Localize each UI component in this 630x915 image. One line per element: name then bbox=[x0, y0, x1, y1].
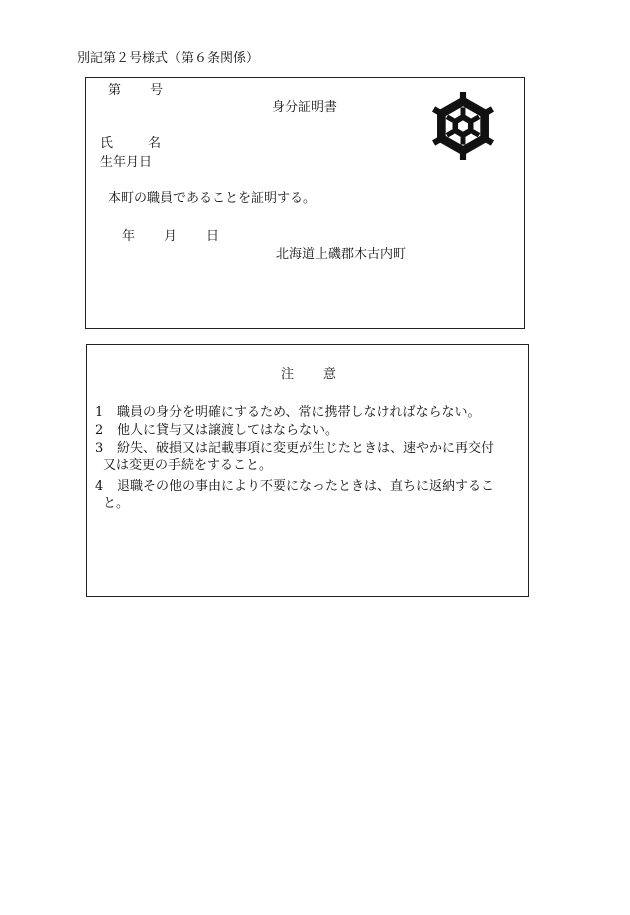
notice-item bbox=[95, 404, 525, 421]
municipal-emblem-icon bbox=[432, 92, 494, 160]
notice-item-continuation: 又は変更の手続をすること。 bbox=[103, 458, 273, 473]
name-label-second: 名 bbox=[148, 136, 162, 151]
certificate-title: 身分証明書 bbox=[272, 100, 338, 115]
notice-item-text: 退職その他の事由により不要になったときは、直ちに返納するこ bbox=[117, 479, 495, 494]
number-dai-label: 第 bbox=[108, 83, 122, 98]
notice-item-continuation: と。 bbox=[103, 496, 130, 511]
notice-item-number: 4 bbox=[95, 479, 104, 494]
date-year-label: 年 bbox=[122, 229, 136, 244]
notice-item-text: 他人に貸与又は譲渡してはならない。 bbox=[117, 423, 339, 438]
id-certificate-card bbox=[85, 77, 525, 329]
number-go-label: 号 bbox=[150, 83, 164, 98]
notice-item bbox=[95, 478, 525, 512]
issuer-name: 北海道上磯郡木古内町 bbox=[276, 247, 407, 262]
notice-item bbox=[95, 422, 525, 439]
notice-title-first: 注 bbox=[281, 367, 295, 382]
notice-item-number: 2 bbox=[95, 423, 104, 438]
notice-box bbox=[86, 344, 529, 597]
date-day-label: 日 bbox=[206, 229, 220, 244]
notice-item-text: 紛失、破損又は記載事項に変更が生じたときは、速やかに再交付 bbox=[117, 441, 495, 456]
certificate-statement: 本町の職員であることを証明する。 bbox=[108, 191, 317, 206]
notice-title-second: 意 bbox=[323, 367, 337, 382]
birthdate-label: 生年月日 bbox=[100, 155, 153, 170]
name-label-first: 氏 bbox=[100, 136, 114, 151]
notice-item bbox=[95, 440, 525, 474]
notice-item-number: 1 bbox=[95, 405, 104, 420]
form-heading: 別記第２号様式（第６条関係） bbox=[77, 51, 260, 66]
date-month-label: 月 bbox=[164, 229, 178, 244]
notice-item-text: 職員の身分を明確にするため、常に携帯しなければならない。 bbox=[117, 405, 481, 420]
notice-item-number: 3 bbox=[95, 441, 104, 456]
